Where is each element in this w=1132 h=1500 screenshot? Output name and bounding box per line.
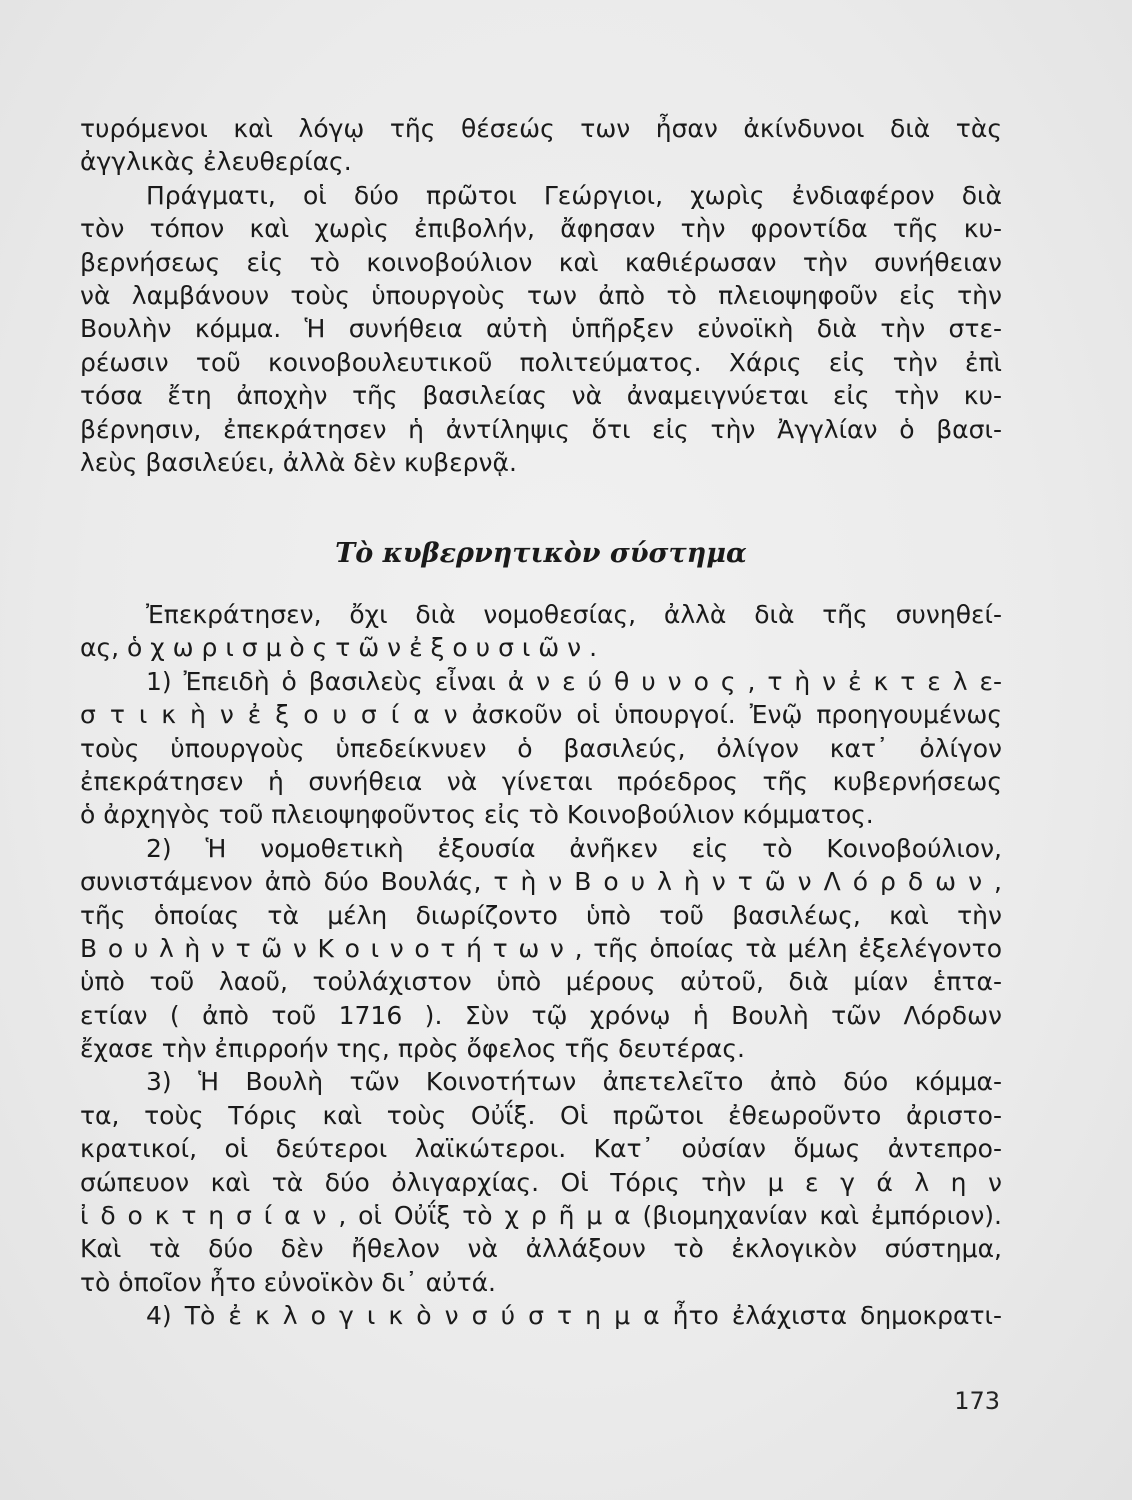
text-line: τα, τοὺς Τόρις καὶ τοὺς Οὐΐξ. Οἱ πρῶτοι ἐθεωροῦντο ἀριστο-: [80, 1100, 1002, 1130]
text-line: ἀγγλικὰς ἐλευθερίας.: [80, 147, 352, 177]
text-line: 4) Τὸ ἐ κ λ ο γ ι κ ὸ ν σ ύ σ τ η μ α ἦτο ἐλάχιστα δημοκρατι-: [146, 1301, 1002, 1331]
text-line: 2) Ἡ νομοθετικὴ ἐξουσία ἀνῆκεν εἰς τὸ Κοινοβούλιον,: [146, 833, 1002, 863]
bottom-text-block: [80, 598, 1002, 1333]
text-line: Βουλὴν κόμμα. Ἡ συνήθεια αὐτὴ ὑπῆρξεν εὐνοϊκὴ διὰ τὴν στε-: [80, 314, 1002, 344]
text-line: βερνήσεως εἰς τὸ κοινοβούλιον καὶ καθιέρωσαν τὴν συνήθειαν: [80, 247, 1002, 277]
text-line: τὸν τόπον καὶ χωρὶς ἐπιβολήν, ἄφησαν τὴν φροντίδα τῆς κυ-: [80, 214, 1002, 244]
text-line: τὸ ὁποῖον ἦτο εὐνοϊκὸν δι᾽ αὐτά.: [80, 1267, 497, 1297]
text-line: συνιστάμενον ἀπὸ δύο Βουλάς, τ ὴ ν Β ο υ λ ὴ ν τ ῶ ν Λ ό ρ δ ω ν ,: [80, 867, 1002, 897]
section-heading: Τὸ κυβερνητικὸν σύστημα: [335, 538, 747, 569]
text-line: 3) Ἡ Βουλὴ τῶν Κοινοτήτων ἀπετελεῖτο ἀπὸ δύο κόμμα-: [146, 1067, 1002, 1097]
text-line: Καὶ τὰ δύο δὲν ἤθελον νὰ ἀλλάξουν τὸ ἐκλογικὸν σύστημα,: [80, 1234, 1002, 1264]
text-line: σώπευον καὶ τὰ δύο ὀλιγαρχίας. Οἱ Τόρις τὴν μ ε γ ά λ η ν: [80, 1167, 1002, 1197]
text-line: Β ο υ λ ὴ ν τ ῶ ν Κ ο ι ν ο τ ή τ ω ν , τῆς ὁποίας τὰ μέλη ἐξελέγοντο: [80, 933, 1002, 963]
text-line: τόσα ἔτη ἀποχὴν τῆς βασιλείας νὰ ἀναμειγνύεται εἰς τὴν κυ-: [80, 381, 1002, 411]
text-line: λεὺς βασιλεύει, ἀλλὰ δὲν κυβερνᾷ.: [80, 447, 517, 477]
text-line: τῆς ὁποίας τὰ μέλη διωρίζοντο ὑπὸ τοῦ βασιλέως, καὶ τὴν: [80, 900, 1002, 930]
text-line: ὑπὸ τοῦ λαοῦ, τοὐλάχιστον ὑπὸ μέρους αὐτοῦ, διὰ μίαν ἑπτα-: [80, 967, 1002, 997]
text-line: ὁ ἀρχηγὸς τοῦ πλειοψηφοῦντος εἰς τὸ Κοινοβούλιον κόμματος.: [80, 800, 874, 830]
text-line: ας, ὁ χ ω ρ ι σ μ ὸ ς τ ῶ ν ἐ ξ ο υ σ ι ῶ ν .: [80, 633, 598, 663]
text-line: βέρνησιν, ἐπεκράτησεν ἡ ἀντίληψις ὅτι εἰς τὴν Ἀγγλίαν ὁ βασι-: [80, 414, 1002, 444]
text-line: Ἐπεκράτησεν, ὄχι διὰ νομοθεσίας, ἀλλὰ διὰ τῆς συνηθεί-: [146, 600, 1002, 629]
text-line: ἐπεκράτησεν ἡ συνήθεια νὰ γίνεται πρόεδρος τῆς κυβερνήσεως: [80, 766, 1002, 796]
text-line: ἔχασε τὴν ἐπιρροήν της, πρὸς ὄφελος τῆς δευτέρας.: [80, 1034, 745, 1064]
text-line: τοὺς ὑπουργοὺς ὑπεδείκνυεν ὁ βασιλεύς, ὀλίγον κατ᾽ ὀλίγον: [80, 733, 1002, 763]
text-line: κρατικοί, οἱ δεύτεροι λαϊκώτεροι. Κατ᾽ οὐσίαν ὅμως ἀντεπρο-: [80, 1134, 1002, 1164]
text-line: ετίαν ( ἀπὸ τοῦ 1716 ). Σὺν τῷ χρόνῳ ἡ Βουλὴ τῶν Λόρδων: [80, 1000, 1002, 1030]
text-line: νὰ λαμβάνουν τοὺς ὑπουργοὺς των ἀπὸ τὸ πλειοψηφοῦν εἰς τὴν: [80, 280, 1002, 310]
text-line: ἰ δ ο κ τ η σ ί α ν , οἱ Οὐΐξ τὸ χ ρ ῆ μ α (βιομηχανίαν καὶ ἐμπόριον).: [80, 1201, 1002, 1231]
text-line: Πράγματι, οἱ δύο πρῶτοι Γεώργιοι, χωρὶς ἐνδιαφέρον διὰ: [146, 180, 1002, 210]
top-text-block: [80, 112, 1002, 479]
page-number: 173: [954, 1387, 1000, 1415]
text-line: τυρόμενοι καὶ λόγῳ τῆς θέσεώς των ἦσαν ἀκίνδυνοι διὰ τὰς: [80, 114, 1002, 143]
text-line: σ τ ι κ ὴ ν ἐ ξ ο υ σ ί α ν ἀσκοῦν οἱ ὑπουργοί. Ἐνῷ προηγουμένως: [80, 700, 1002, 730]
text-line: 1) Ἐπειδὴ ὁ βασιλεὺς εἶναι ἀ ν ε ύ θ υ ν ο ς , τ ὴ ν ἐ κ τ ε λ ε-: [146, 666, 1002, 696]
text-line: ρέωσιν τοῦ κοινοβουλευτικοῦ πολιτεύματος. Χάρις εἰς τὴν ἐπὶ: [80, 347, 1002, 377]
